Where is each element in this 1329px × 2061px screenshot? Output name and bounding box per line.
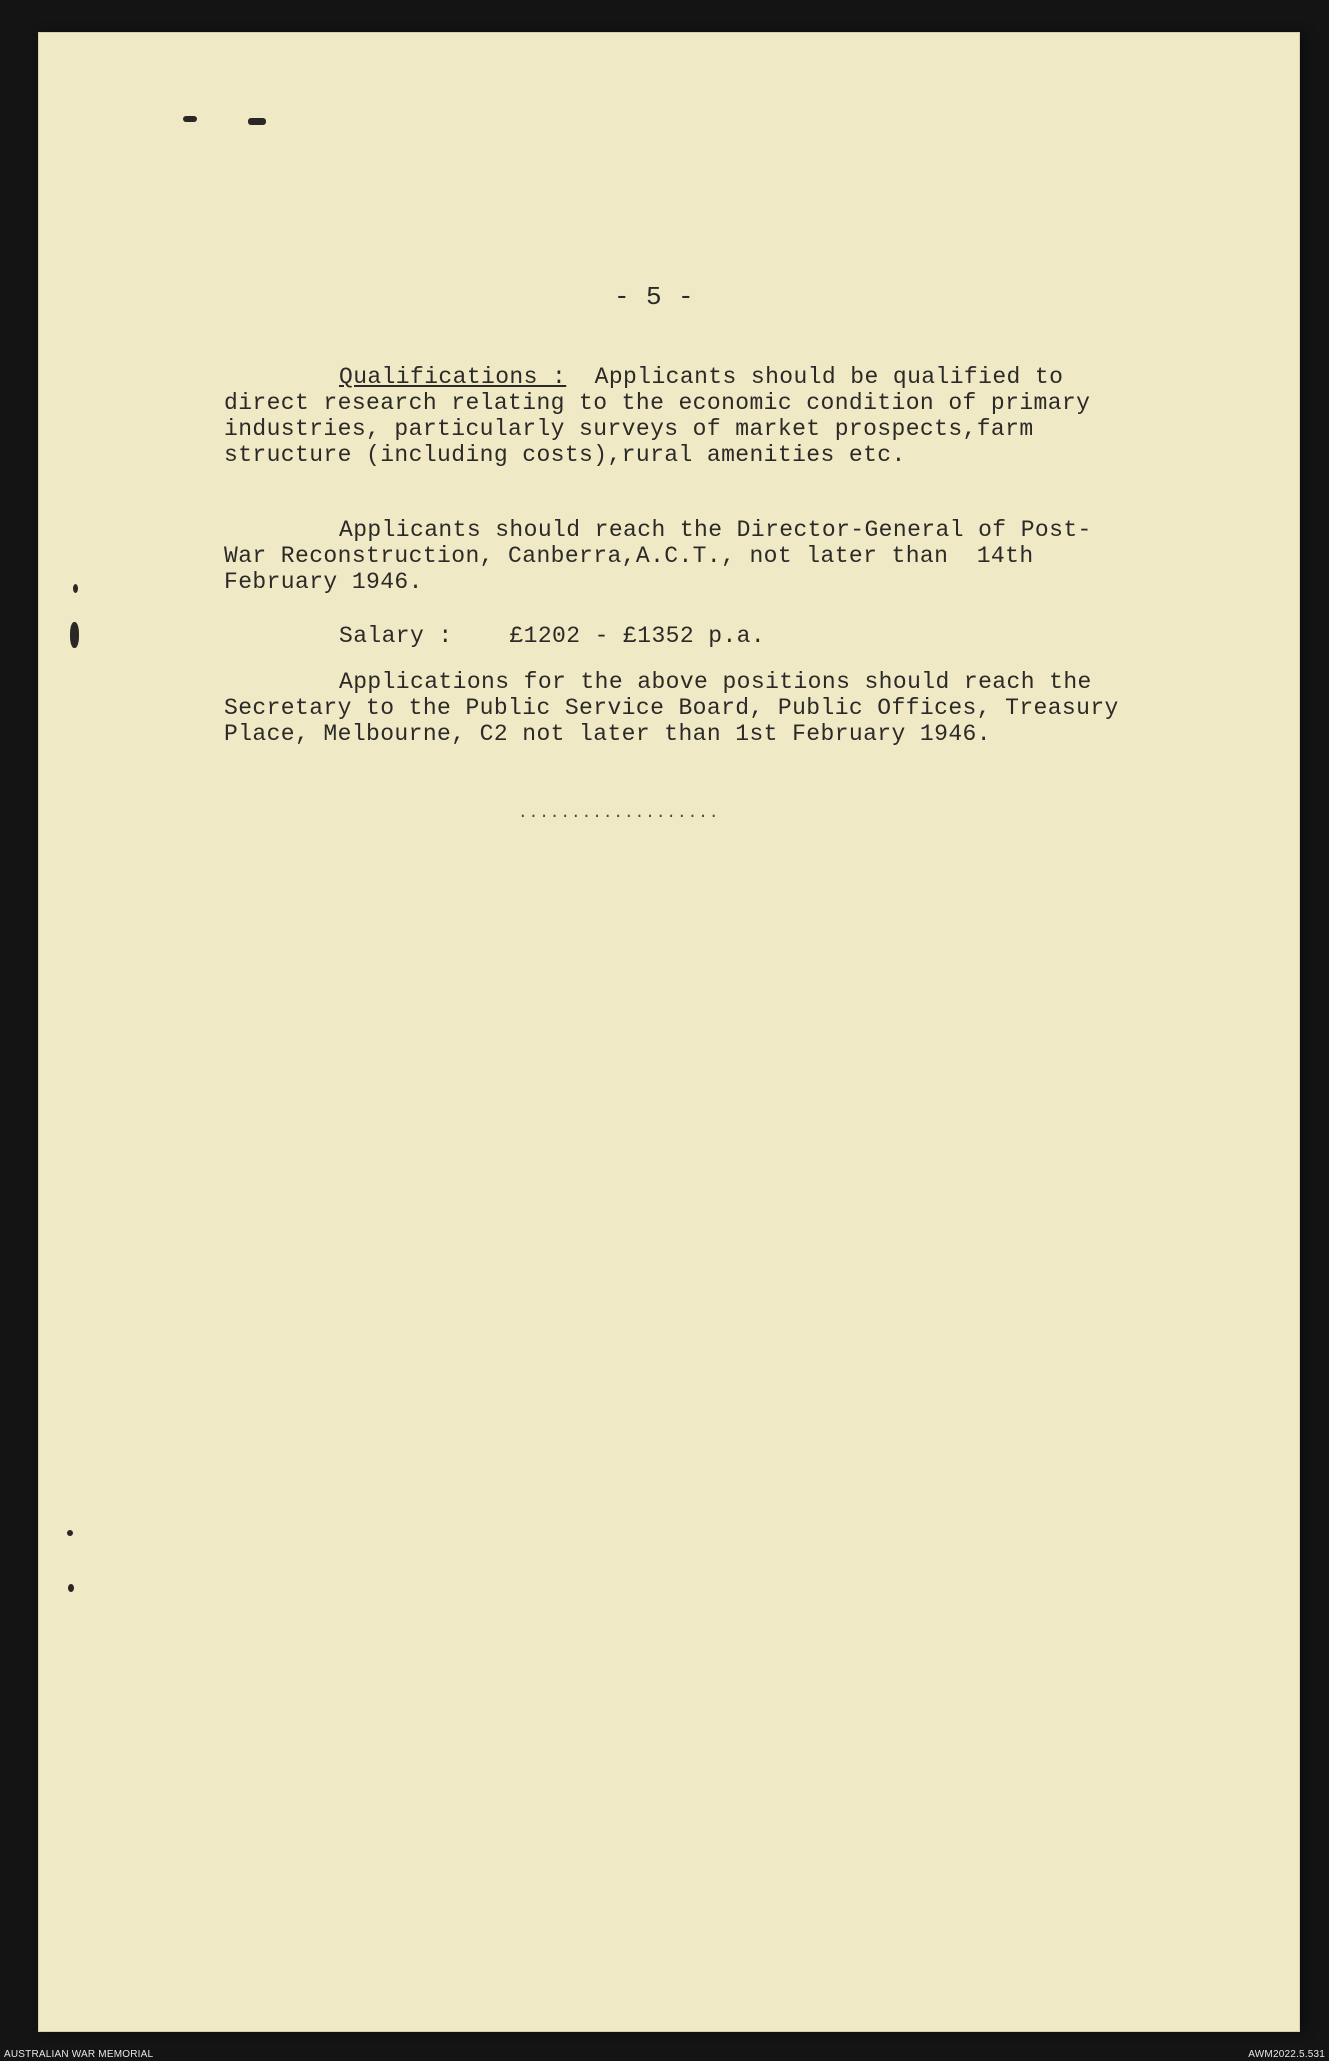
applications-line-3: Place, Melbourne, C2 not later than 1st February 1946. [224, 721, 991, 747]
deadline-line-1: Applicants should reach the Director-General of Post- [339, 517, 1092, 543]
punch-mark [68, 1584, 74, 1592]
punch-mark [183, 116, 197, 122]
qualifications-heading: Qualifications : [339, 364, 567, 390]
page-number: - 5 - [614, 282, 695, 312]
footer-credit: AUSTRALIAN WAR MEMORIAL [4, 2049, 154, 2060]
qualifications-line-2: direct research relating to the economic condition of primary [224, 390, 1091, 416]
applications-line-1: Applications for the above positions should reach the [339, 669, 1092, 695]
deadline-paragraph [224, 517, 1092, 595]
salary-line [224, 623, 765, 649]
punch-mark [73, 584, 78, 593]
paper-sheet [38, 32, 1300, 2032]
end-marker: ................... [518, 804, 720, 822]
punch-mark [67, 1530, 73, 1536]
deadline-line-3: February 1946. [224, 569, 423, 595]
applications-line-2: Secretary to the Public Service Board, Public Offices, Treasury [224, 695, 1119, 721]
qualifications-line-3: industries, particularly surveys of market prospects,farm [224, 416, 1034, 442]
footer-reference: AWM2022.5.531 [1248, 2049, 1325, 2060]
deadline-line-2: War Reconstruction, Canberra,A.C.T., not later than 14th [224, 543, 1034, 569]
salary-value: £1202 - £1352 p.a. [509, 623, 766, 649]
qualifications-paragraph [224, 364, 1090, 468]
qualifications-line-4: structure (including costs),rural amenities etc. [224, 442, 906, 468]
qualifications-line-1: Applicants should be qualified to [594, 364, 1064, 390]
punch-mark [70, 622, 79, 648]
applications-paragraph [224, 669, 1119, 747]
punch-mark [248, 118, 266, 125]
salary-label: Salary : [339, 623, 453, 649]
